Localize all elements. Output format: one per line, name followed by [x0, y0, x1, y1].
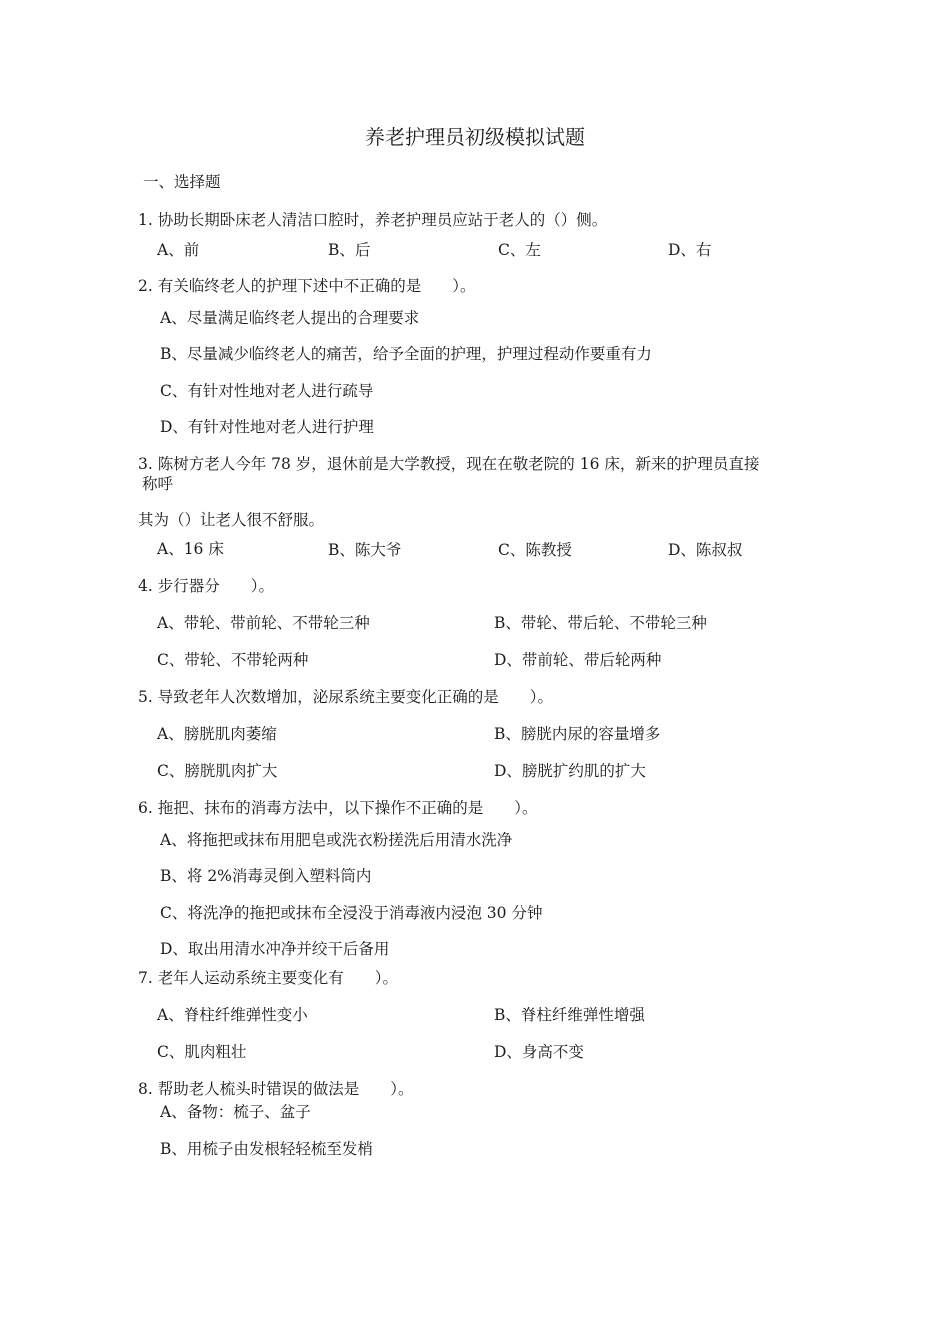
question-4-option-a: A、带轮、带前轮、不带轮三种 [157, 614, 370, 632]
question-3-option-c: C、陈教授 [498, 541, 572, 559]
question-5-option-b: B、膀胱内尿的容量增多 [494, 725, 661, 743]
question-3-option-b: B、陈大爷 [328, 541, 402, 559]
question-2-option-a: A、尽量满足临终老人提出的合理要求 [160, 309, 420, 327]
question-1-option-b: B、后 [328, 241, 371, 259]
question-4-option-d: D、带前轮、带后轮两种 [494, 651, 662, 669]
question-6-option-d: D、取出用清水冲净并绞干后备用 [160, 940, 390, 958]
question-5-option-c: C、膀胱肌肉扩大 [157, 762, 278, 780]
question-3-stem-line-2: 称呼 [142, 475, 174, 493]
question-1-stem: 1. 协助长期卧床老人清洁口腔时，养老护理员应站于老人的（）侧。 [138, 211, 608, 229]
question-7-option-d: D、身高不变 [494, 1043, 584, 1061]
question-7-option-c: C、肌肉粗壮 [157, 1043, 247, 1061]
section-heading: 一、选择题 [143, 173, 221, 191]
question-8-stem: 8. 帮助老人梳头时错误的做法是 ）。 [138, 1080, 414, 1098]
question-7-stem: 7. 老年人运动系统主要变化有 ）。 [138, 969, 398, 987]
question-2-stem: 2. 有关临终老人的护理下述中不正确的是 ）。 [138, 277, 476, 295]
question-2-option-d: D、有针对性地对老人进行护理 [160, 418, 374, 436]
question-6-stem: 6. 拖把、抹布的消毒方法中，以下操作不正确的是 ）。 [138, 799, 538, 817]
question-7-option-a: A、脊柱纤维弹性变小 [157, 1006, 308, 1024]
question-3-option-a: A、16 床 [157, 540, 224, 558]
question-4-option-c: C、带轮、不带轮两种 [157, 651, 309, 669]
question-4-option-b: B、带轮、带后轮、不带轮三种 [494, 614, 707, 632]
question-5-stem: 5. 导致老年人次数增加，泌尿系统主要变化正确的是 ）。 [138, 688, 553, 706]
question-4-stem: 4. 步行器分 ）。 [138, 577, 274, 595]
question-3-stem-line-3: 其为（）让老人很不舒服。 [138, 511, 325, 529]
question-5-option-d: D、膀胱扩约肌的扩大 [494, 762, 646, 780]
question-3-stem-line-1: 3. 陈树方老人今年 78 岁，退休前是大学教授，现在在敬老院的 16 床，新来的护理员直接 [138, 455, 760, 473]
question-7-option-b: B、脊柱纤维弹性增强 [494, 1006, 645, 1024]
question-3-option-d: D、陈叔叔 [668, 541, 743, 559]
question-6-option-b: B、将 2%消毒灵倒入塑料筒内 [160, 867, 372, 885]
question-8-option-a: A、备物：梳子、盆子 [160, 1103, 311, 1121]
question-1-option-a: A、前 [157, 241, 200, 259]
question-1-option-c: C、左 [498, 241, 541, 259]
question-2-option-c: C、有针对性地对老人进行疏导 [160, 382, 374, 400]
question-6-option-c: C、将洗净的拖把或抹布全浸没于消毒液内浸泡 30 分钟 [160, 904, 543, 922]
question-5-option-a: A、膀胱肌肉萎缩 [157, 725, 277, 743]
question-2-option-b: B、尽量减少临终老人的痛苦，给予全面的护理，护理过程动作要重有力 [160, 345, 652, 363]
question-1-option-d: D、右 [668, 241, 712, 259]
question-8-option-b: B、用梳子由发根轻轻梳至发梢 [160, 1140, 373, 1158]
page-title: 养老护理员初级模拟试题 [365, 125, 585, 149]
question-6-option-a: A、将拖把或抹布用肥皂或洗衣粉搓洗后用清水洗净 [160, 831, 513, 849]
